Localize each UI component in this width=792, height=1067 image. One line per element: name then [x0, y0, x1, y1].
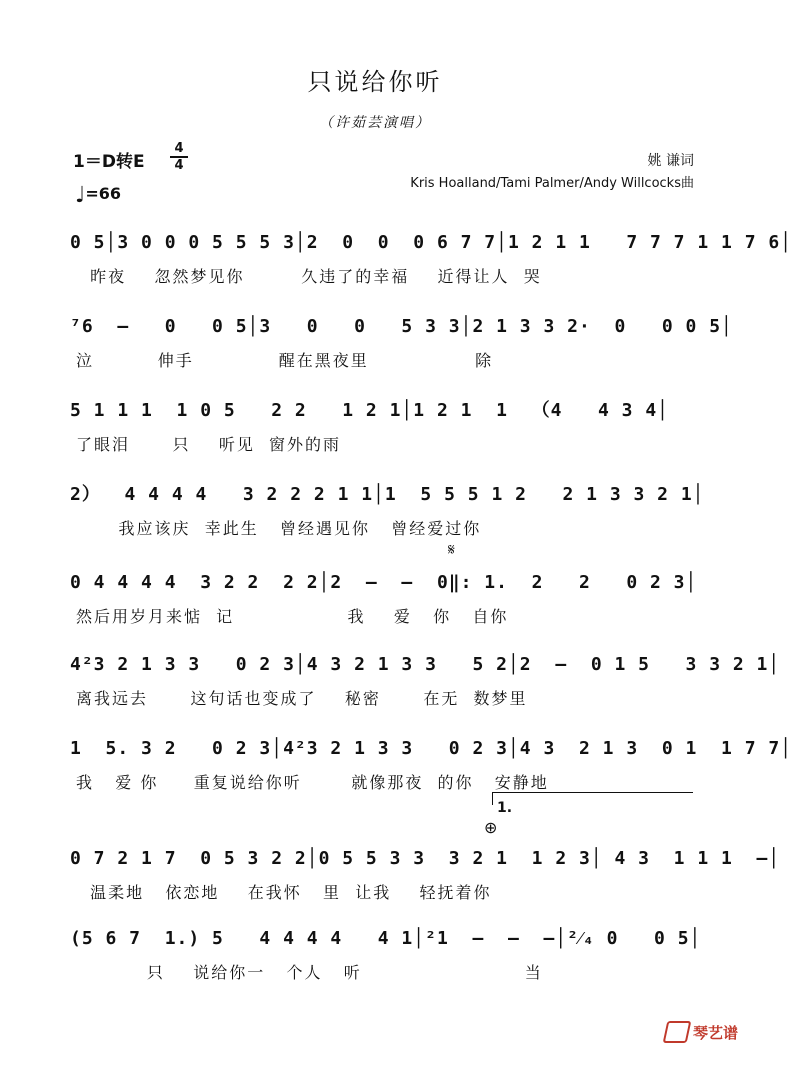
first-ending-bracket — [492, 792, 693, 805]
time-signature-top: 4 — [174, 141, 184, 156]
score-system — [70, 650, 781, 730]
key-signature: 1＝D转E — [73, 152, 145, 172]
song-title: 只说给你听 — [307, 68, 443, 96]
lyrics-line: 我应该庆 幸此生 曾经遇见你 曾经爱过你 — [76, 519, 482, 538]
song-subtitle: （许茹芸演唱） — [319, 115, 431, 131]
notation-line: 0 7 2 1 7 0 5 3 2 2│0 5 5 3 3 3 2 1 1 2 3│ 4 3 1 1 1 –│ — [70, 848, 781, 869]
tempo-marking — [75, 183, 121, 208]
lyrics-line: 昨夜 忽然梦见你 久违了的幸福 近得让人 哭 — [76, 267, 542, 286]
lyrics-line: 我 爱 你 重复说给你听 就像那夜 的你 安静地 — [76, 773, 549, 792]
score-system — [70, 312, 733, 392]
time-signature — [170, 142, 188, 172]
quarter-note-icon: ♩ — [75, 183, 86, 208]
lyrics-line: 只 说给你一 个人 听 当 — [76, 963, 543, 982]
watermark-text: 琴艺谱 — [692, 1023, 738, 1042]
score-system — [70, 844, 781, 924]
lyrics-line: 了眼泪 只 听见 窗外的雨 — [76, 435, 342, 454]
score-system — [70, 396, 700, 476]
notation-line: (5 6 7 1.) 5 4 4 4 4 4 1│²1 – – –│²⁄₄ 0 0 5│ — [70, 928, 702, 949]
lyrics-line: 离我远去 这句话也变成了 秘密 在无 数梦里 — [76, 689, 528, 708]
segno-icon: 𝄋 — [448, 540, 455, 559]
notation-line: 1 5. 3 2 0 2 3│4²3 2 1 3 3 0 2 3│4 3 2 1 3 0 1 1 7 7│ — [70, 738, 792, 759]
notation-line: 4²3 2 1 3 3 0 2 3│4 3 2 1 3 3 5 2│2 – 0 1 5 3 3 2 1│ — [70, 654, 781, 675]
time-signature-bottom: 4 — [174, 158, 184, 173]
notation-line: 5 1 1 1 1 0 5 2 2 1 2 1│1 2 1 1 （4 4 3 4│ — [70, 400, 670, 421]
lyrics-line: 泣 伸手 醒在黑夜里 除 — [76, 351, 494, 370]
coda-icon: ⊕ — [484, 818, 498, 837]
notation-line: 0 5│3 0 0 0 5 5 5 3│2 0 0 0 6 7 7│1 2 1 1 7 7 7 1 1 7 6│ — [70, 232, 792, 253]
notation-line: ⁷6 – 0 0 5│3 0 0 5 3 3│2 1 3 3 2· 0 0 0 5│ — [70, 316, 733, 337]
score-system — [70, 924, 700, 1004]
tempo-value: =66 — [85, 184, 122, 203]
score-system — [70, 568, 700, 648]
composer-credit: Kris Hoalland/Tami Palmer/Andy Willcocks曲 — [410, 176, 694, 191]
lyricist-credit: 姚 谦词 — [647, 153, 694, 169]
score-system — [70, 480, 705, 560]
lyrics-line: 然后用岁月来惦 记 我 爱 你 自你 — [76, 607, 509, 626]
score-system — [70, 228, 792, 308]
qinzhipu-logo — [665, 1021, 738, 1043]
lyrics-line: 温柔地 依恋地 在我怀 里 让我 轻抚着你 — [76, 883, 492, 902]
first-ending-label: 1. — [497, 800, 513, 816]
qinzhipu-logo-icon — [663, 1021, 692, 1043]
notation-line: 2） 4 4 4 4 3 2 2 2 1 1│1 5 5 5 1 2 2 1 3 3 2 1│ — [70, 484, 705, 505]
notation-line: 0 4 4 4 4 3 2 2 2 2│2 – – 0‖: 1. 2 2 0 2 3│ — [70, 572, 698, 593]
